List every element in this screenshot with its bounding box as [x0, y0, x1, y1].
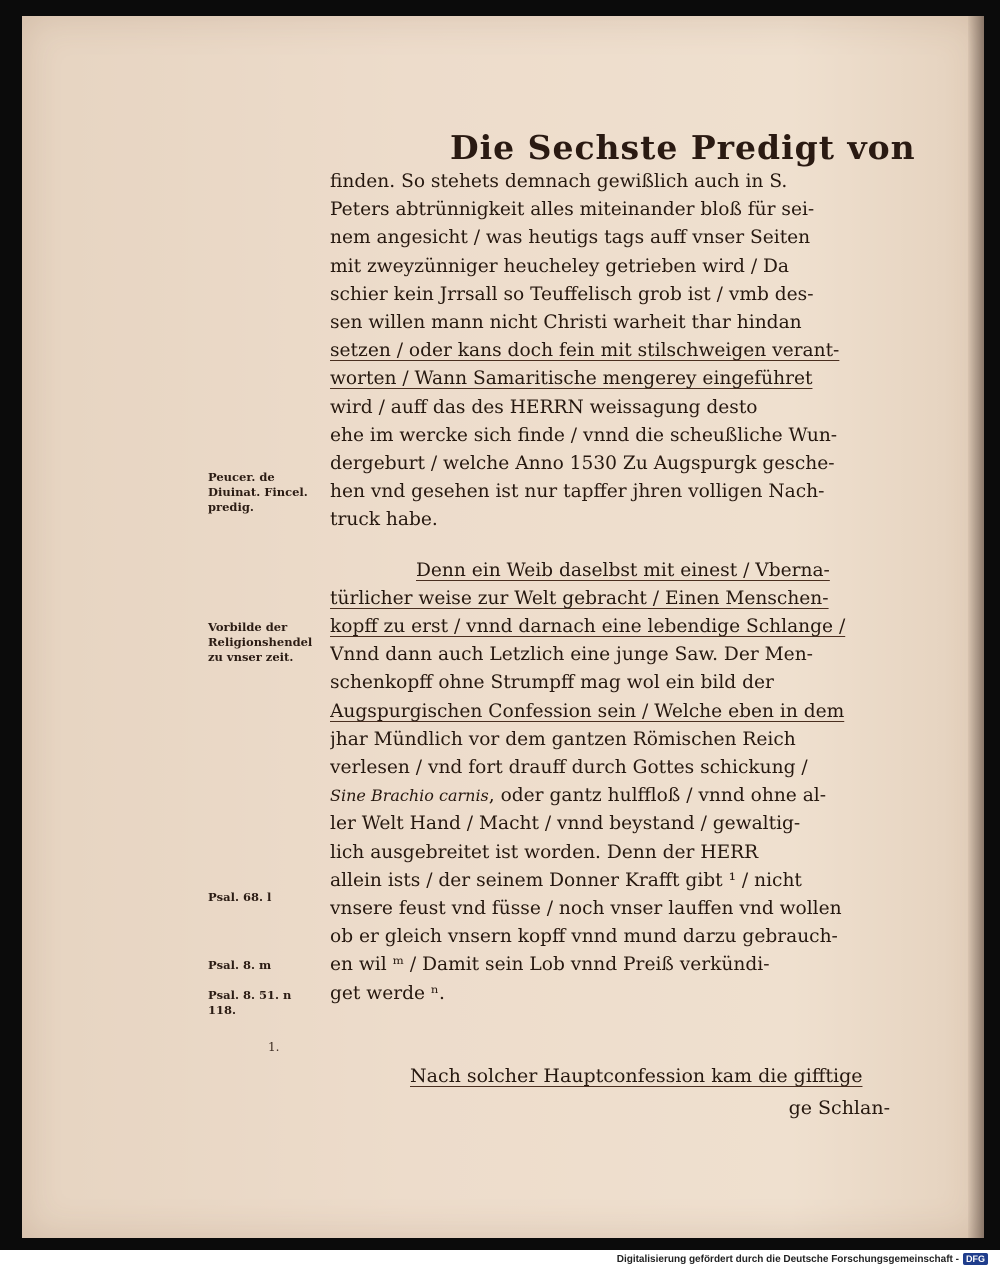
text-line: ehe im wercke sich finde / vnnd die scheußliche Wun-: [330, 424, 838, 446]
margin-note-vorbilde: Vorbilde der Religionshendel zu vnser zeit.: [208, 620, 313, 664]
text-line: sen willen mann nicht Christi warheit thar hindan: [330, 312, 802, 334]
text-line: ob er gleich vnsern kopff vnnd mund darzu gebrauch-: [330, 926, 838, 948]
digitization-footer: [617, 1253, 988, 1265]
text-line-latin: [330, 782, 890, 810]
text-line: schier kein Jrrsall so Teuffelisch grob ist / vmb des-: [330, 283, 814, 305]
text-line: hen vnd gesehen ist nur tapffer jhren volligen Nach-: [330, 481, 825, 503]
text-line: Vnnd dann auch Letzlich eine junge Saw. Der Men-: [330, 644, 813, 666]
text-line: get werde ⁿ.: [330, 982, 445, 1004]
text-line: dergeburt / welche Anno 1530 Zu Augspurgk gesche-: [330, 453, 835, 475]
paragraph-gap: [330, 535, 890, 557]
text-line: lich ausgebreitet ist worden. Denn der HERR: [330, 841, 759, 863]
margin-note-psalm-68: Psal. 68. l: [208, 890, 272, 904]
text-line-underlined: setzen / oder kans doch fein mit stilschweigen verant-: [330, 340, 840, 362]
text-line: nem angesicht / was heutigs tags auff vnser Seiten: [330, 227, 811, 249]
text-line-underlined: türlicher weise zur Welt gebracht / Einen Menschen-: [330, 587, 829, 609]
text-line: finden. So stehets demnach gewißlich auch in S.: [330, 171, 788, 192]
margin-note-psalm-8m: Psal. 8. m: [208, 958, 272, 972]
text-line: en wil ᵐ / Damit sein Lob vnnd Preiß verkündi-: [330, 954, 770, 976]
text-line: Peters abtrünnigkeit alles miteinander bloß für sei-: [330, 199, 815, 221]
main-text-block: [330, 168, 890, 1008]
text-line: verlesen / vnd fort drauff durch Gottes schickung /: [330, 757, 808, 779]
page-spine-shadow: [968, 16, 984, 1238]
footer-credit: Digitalisierung gefördert durch die Deutsche Forschungsgemeinschaft -: [616, 1253, 959, 1265]
latin-phrase: Sine Brachio carnis: [330, 786, 489, 806]
stray-mark: 1.: [268, 1040, 280, 1054]
catchword: ge Schlan-: [788, 1097, 890, 1119]
text-line: truck habe.: [330, 509, 438, 531]
margin-note-psalm-8n: Psal. 8. 51. n 118.: [208, 988, 292, 1017]
text-line: ler Welt Hand / Macht / vnnd beystand / gewaltig-: [330, 813, 801, 835]
text-line: jhar Mündlich vor dem gantzen Römischen Reich: [330, 728, 796, 750]
catchline: Nach solcher Hauptconfession kam die gifftige: [410, 1065, 863, 1087]
text-line: mit zweyzünniger heucheley getrieben wird / Da: [330, 255, 790, 277]
text-line: allein ists / der seinem Donner Krafft gibt ¹ / nicht: [330, 869, 802, 891]
page-header: Die Sechste Predigt von: [450, 128, 916, 167]
margin-note-peucer: Peucer. de Diuinat. Fincel. predig.: [208, 470, 308, 514]
text-line-underlined: Augspurgischen Confession sein / Welche eben in dem: [330, 700, 845, 722]
latin-line-rest: , oder gantz hulffloß / vnnd ohne al-: [488, 785, 827, 807]
text-line: vnsere feust vnd füsse / noch vnser lauffen vnd wollen: [330, 898, 842, 920]
dfg-logo: DFG: [963, 1253, 988, 1265]
text-line-underlined: Denn ein Weib daselbst mit einest / Vberna-: [416, 559, 830, 581]
catchline-block: [410, 1060, 890, 1124]
text-line: schenkopff ohne Strumpff mag wol ein bild der: [330, 672, 774, 694]
text-line-underlined: worten / Wann Samaritische mengerey eingeführet: [330, 368, 813, 390]
text-line-underlined: kopff zu erst / vnnd darnach eine lebendige Schlange /: [330, 616, 846, 638]
text-line: wird / auff das des HERRN weissagung desto: [330, 396, 758, 418]
